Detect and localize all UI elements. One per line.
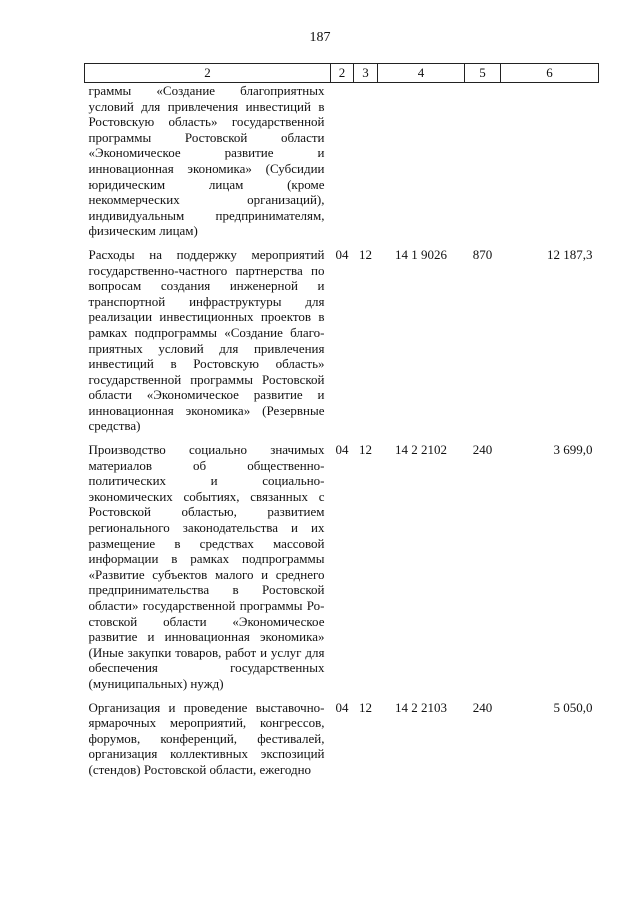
row-expense-type: 240 — [472, 442, 493, 458]
column-header-subsection: 3 — [354, 64, 378, 83]
row-target-code: 14 2 2102 — [395, 442, 447, 458]
column-header-amount: 6 — [501, 64, 599, 83]
row-name: граммы «Создание благоприятных условий для привлечения инвестиций в Ростовскую область» государственной программы Ростовской области «Экономическое развитие и инновационная экономика» (Субсидии юридическим лицам (кроме некоммерческих организаций), индивидуальным предпринимателям, физическим лицам) — [88, 83, 325, 239]
row-amount: 3 699,0 — [553, 442, 593, 458]
row-section — [331, 83, 354, 239]
row-amount: 12 187,3 — [547, 246, 593, 262]
table-row — [85, 442, 599, 692]
column-header-name: 2 — [85, 64, 331, 83]
table-row — [85, 83, 599, 239]
row-expense-type: 240 — [472, 699, 493, 715]
row-subsection: 12 — [359, 442, 372, 458]
row-target-code: 14 2 2103 — [395, 699, 447, 715]
table-row — [85, 700, 599, 778]
column-header-expense-type: 5 — [465, 64, 501, 83]
row-expense-type: 870 — [472, 246, 493, 262]
row-amount — [501, 83, 599, 239]
row-target-code — [378, 83, 465, 239]
page-number: 187 — [309, 30, 331, 45]
row-subsection: 12 — [359, 699, 372, 715]
row-section: 04 — [335, 699, 349, 715]
row-section: 04 — [335, 246, 349, 262]
row-amount: 5 050,0 — [553, 699, 593, 715]
table-header-row — [85, 64, 599, 83]
row-expense-type — [465, 83, 501, 239]
row-section: 04 — [335, 442, 349, 458]
budget-table — [84, 63, 599, 778]
row-target-code: 14 1 9026 — [395, 246, 447, 262]
column-header-target-code: 4 — [378, 64, 465, 83]
row-name: Производство социально значимых материалов об общественно-политических и социально-экономических событиях, связанных с Ростовской областью, развитием регионального законодательства и их размещение в средствах массовой информации в рамках подпрограммы «Развитие субъектов малого и среднего предпринимательства в Ростовской области» государственной программы Ростовской области «Экономическое развитие и инновационная экономика» (Иные закупки товаров, работ и услуг для обеспечения государственных (муниципальных) нужд) — [88, 442, 325, 691]
column-header-section: 2 — [331, 64, 354, 83]
row-subsection — [354, 83, 378, 239]
table-row — [85, 247, 599, 434]
row-name: Расходы на поддержку мероприятий государственно-частного партнерства по вопросам создания инженерной и транспортной инфраструктуры для реализации инвестиционных проектов в рамках подпрограммы «Создание благоприятных условий для привлечения инвестиций в Ростовскую область» государственной программы Ростовской области «Экономическое развитие и инновационная экономика» (Резервные средства) — [88, 246, 325, 434]
row-subsection: 12 — [359, 246, 372, 262]
row-name: Организация и проведение выставочно-ярмарочных мероприятий, конгрессов, форумов, конференций, фестивалей, организация коллективных экспозиций (стендов) Ростовской области, ежегодно — [88, 699, 325, 777]
